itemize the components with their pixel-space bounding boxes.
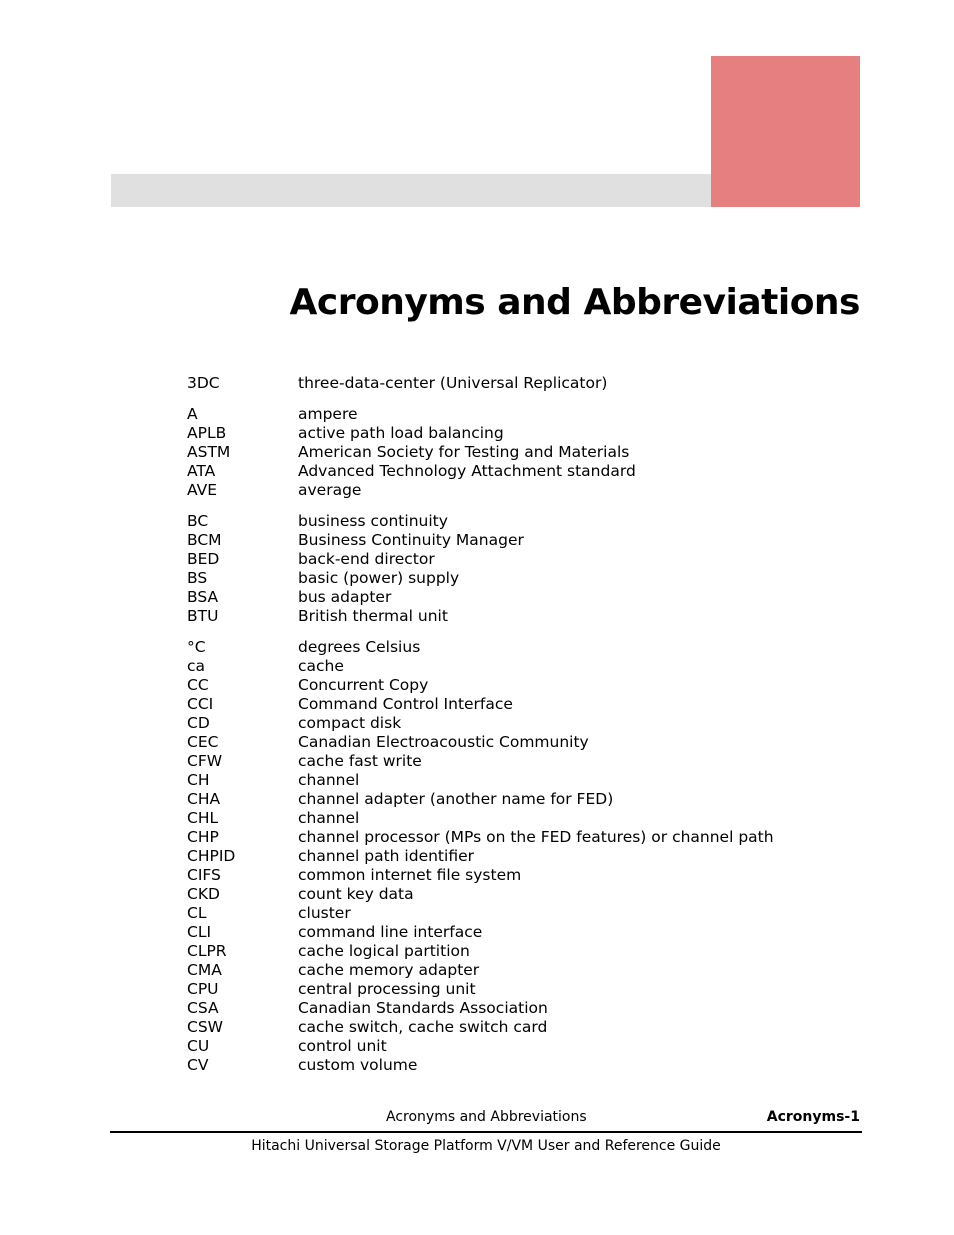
acronym-entry: [187, 733, 837, 752]
acronym-entry: [187, 714, 837, 733]
acronym-definition: bus adapter: [298, 588, 392, 606]
acronym-entry: [187, 999, 837, 1018]
acronym-definition: Business Continuity Manager: [298, 531, 524, 549]
acronym-entry: [187, 752, 837, 771]
acronym-definition: count key data: [298, 885, 414, 903]
page-title: Acronyms and Abbreviations: [289, 282, 860, 323]
acronym-definition: cluster: [298, 904, 351, 922]
chapter-color-block: [711, 56, 860, 207]
acronym-entry: [187, 923, 837, 942]
acronym-definition: control unit: [298, 1037, 387, 1055]
acronym-glossary: [187, 374, 837, 1087]
acronym-group: [187, 405, 837, 500]
acronym-definition: channel: [298, 771, 360, 789]
acronym-term: BC: [187, 512, 209, 530]
acronym-term: BSA: [187, 588, 219, 606]
acronym-entry: [187, 866, 837, 885]
acronym-definition: channel path identifier: [298, 847, 474, 865]
acronym-entry: [187, 809, 837, 828]
acronym-term: CLPR: [187, 942, 227, 960]
acronym-term: APLB: [187, 424, 227, 442]
acronym-definition: channel adapter (another name for FED): [298, 790, 614, 808]
acronym-term: CMA: [187, 961, 222, 979]
acronym-entry: [187, 1056, 837, 1075]
acronym-term: CIFS: [187, 866, 221, 884]
acronym-definition: business continuity: [298, 512, 448, 530]
acronym-definition: three-data-center (Universal Replicator): [298, 374, 608, 392]
acronym-term: BED: [187, 550, 220, 568]
acronym-term: CU: [187, 1037, 210, 1055]
acronym-entry: [187, 550, 837, 569]
acronym-term: ca: [187, 657, 206, 675]
acronym-entry: [187, 847, 837, 866]
acronym-entry: [187, 771, 837, 790]
acronym-term: CH: [187, 771, 210, 789]
acronym-entry: [187, 980, 837, 999]
acronym-entry: [187, 904, 837, 923]
acronym-definition: back-end director: [298, 550, 435, 568]
acronym-term: CSW: [187, 1018, 223, 1036]
acronym-term: CSA: [187, 999, 219, 1017]
acronym-term: ASTM: [187, 443, 231, 461]
acronym-entry: [187, 374, 837, 393]
acronym-definition: common internet file system: [298, 866, 522, 884]
acronym-entry: [187, 443, 837, 462]
acronym-term: CCI: [187, 695, 214, 713]
acronym-term: CHPID: [187, 847, 236, 865]
acronym-term: BCM: [187, 531, 222, 549]
acronym-definition: channel processor (MPs on the FED features) or channel path: [298, 828, 774, 846]
acronym-definition: channel: [298, 809, 360, 827]
acronym-term: CHL: [187, 809, 219, 827]
acronym-group: [187, 638, 837, 1075]
acronym-entry: [187, 790, 837, 809]
footer-section-title: Acronyms and Abbreviations: [386, 1109, 587, 1125]
acronym-term: CL: [187, 904, 207, 922]
acronym-definition: Canadian Electroacoustic Community: [298, 733, 589, 751]
acronym-term: CC: [187, 676, 209, 694]
acronym-definition: cache memory adapter: [298, 961, 480, 979]
acronym-entry: [187, 942, 837, 961]
acronym-term: CFW: [187, 752, 223, 770]
acronym-term: ATA: [187, 462, 216, 480]
acronym-entry: [187, 569, 837, 588]
footer-guide-title: Hitachi Universal Storage Platform V/VM User and Reference Guide: [251, 1138, 721, 1154]
acronym-definition: British thermal unit: [298, 607, 448, 625]
acronym-entry: [187, 657, 837, 676]
acronym-definition: central processing unit: [298, 980, 476, 998]
acronym-entry: [187, 424, 837, 443]
acronym-entry: [187, 695, 837, 714]
acronym-definition: command line interface: [298, 923, 483, 941]
acronym-entry: [187, 828, 837, 847]
acronym-term: CV: [187, 1056, 209, 1074]
acronym-entry: [187, 462, 837, 481]
acronym-term: CHA: [187, 790, 221, 808]
acronym-definition: custom volume: [298, 1056, 418, 1074]
acronym-definition: cache: [298, 657, 344, 675]
acronym-term: CEC: [187, 733, 219, 751]
acronym-term: CHP: [187, 828, 219, 846]
acronym-entry: [187, 481, 837, 500]
acronym-entry: [187, 531, 837, 550]
acronym-term: A: [187, 405, 198, 423]
acronym-definition: active path load balancing: [298, 424, 504, 442]
footer-page-number: Acronyms-1: [766, 1109, 860, 1125]
acronym-term: BTU: [187, 607, 219, 625]
acronym-definition: Advanced Technology Attachment standard: [298, 462, 636, 480]
acronym-definition: compact disk: [298, 714, 402, 732]
acronym-term: BS: [187, 569, 208, 587]
acronym-definition: ampere: [298, 405, 358, 423]
acronym-definition: American Society for Testing and Materials: [298, 443, 630, 461]
acronym-term: CPU: [187, 980, 219, 998]
acronym-term: CD: [187, 714, 210, 732]
acronym-definition: Command Control Interface: [298, 695, 513, 713]
footer-divider: [110, 1131, 862, 1133]
acronym-term: °C: [187, 638, 206, 656]
acronym-entry: [187, 961, 837, 980]
acronym-term: AVE: [187, 481, 218, 499]
acronym-entry: [187, 512, 837, 531]
acronym-definition: cache switch, cache switch card: [298, 1018, 548, 1036]
acronym-entry: [187, 638, 837, 657]
acronym-group: [187, 374, 837, 393]
acronym-term: CLI: [187, 923, 212, 941]
acronym-entry: [187, 1018, 837, 1037]
acronym-entry: [187, 405, 837, 424]
acronym-entry: [187, 676, 837, 695]
acronym-term: CKD: [187, 885, 220, 903]
acronym-definition: Concurrent Copy: [298, 676, 429, 694]
acronym-entry: [187, 885, 837, 904]
acronym-definition: cache logical partition: [298, 942, 470, 960]
header-bar: [111, 174, 711, 207]
acronym-definition: average: [298, 481, 362, 499]
acronym-entry: [187, 1037, 837, 1056]
acronym-definition: degrees Celsius: [298, 638, 421, 656]
acronym-definition: cache fast write: [298, 752, 422, 770]
acronym-entry: [187, 607, 837, 626]
acronym-group: [187, 512, 837, 626]
acronym-definition: Canadian Standards Association: [298, 999, 548, 1017]
acronym-definition: basic (power) supply: [298, 569, 460, 587]
acronym-entry: [187, 588, 837, 607]
acronym-term: 3DC: [187, 374, 220, 392]
